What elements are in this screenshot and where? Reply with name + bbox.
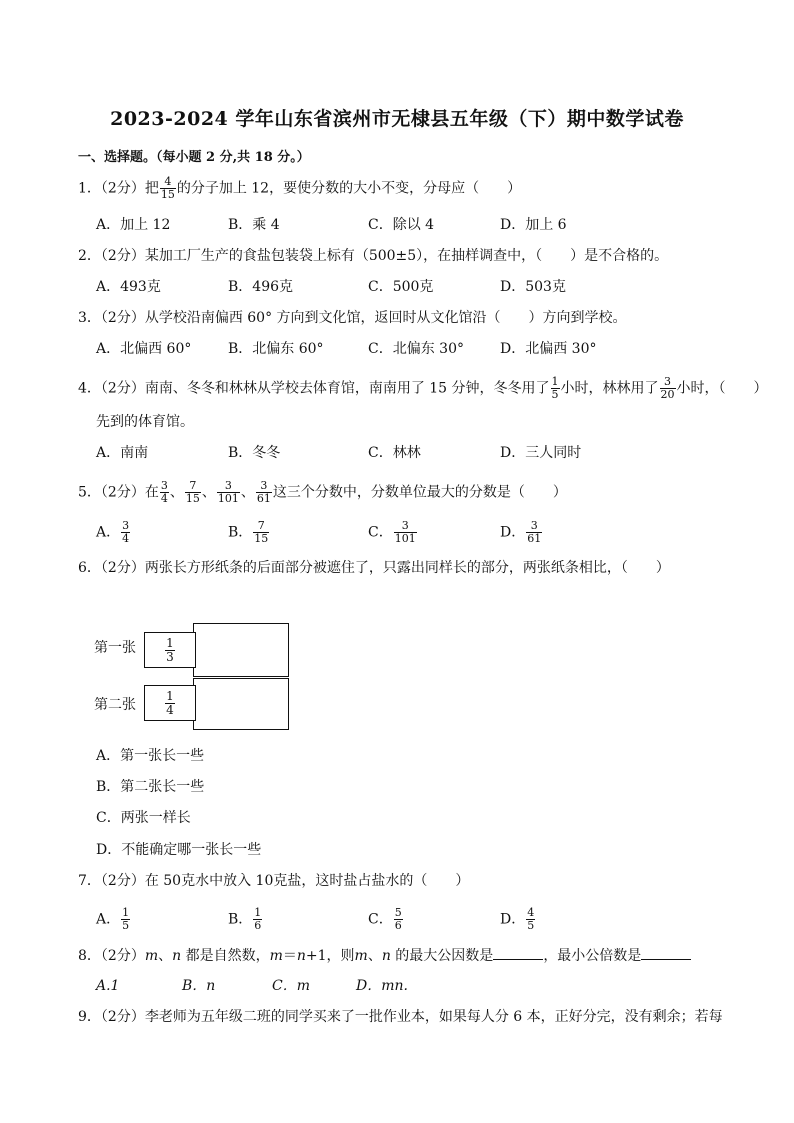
separator: 、: [240, 484, 255, 501]
separator: 、: [367, 948, 382, 964]
option-c[interactable]: C．m: [272, 978, 310, 994]
option-c[interactable]: C．除以 4: [368, 217, 435, 233]
option-a[interactable]: A．第一张长一些: [96, 748, 205, 764]
option-b[interactable]: B．乘 4: [228, 217, 280, 233]
question-number: 5．（2分）: [78, 484, 145, 501]
option-d[interactable]: D．三人同时: [500, 445, 582, 461]
question-number: 3．（2分）: [78, 310, 145, 326]
question-9: [78, 1007, 723, 1027]
variable-m: m: [269, 948, 283, 964]
option-a[interactable]: A．南南: [96, 445, 149, 461]
fraction: $\frac{3}{20}$: [660, 375, 675, 401]
question-8: [78, 945, 691, 966]
option-b[interactable]: B．496克: [228, 279, 294, 295]
fraction: $\frac{1}{4}$: [166, 688, 174, 717]
question-number: 4．（2分）: [78, 380, 145, 397]
question-text: 某加工厂生产的食盐包装袋上标有（500±5），在抽样调查中，（ ）是不合格的。: [144, 248, 669, 264]
question-text: 两张长方形纸条的后面部分被遮住了，只露出同样长的部分，两张纸条相比，（ ）: [144, 560, 670, 576]
option-b[interactable]: B．北偏东 60°: [228, 341, 324, 357]
question-text: 在 50克水中放入 10克盐，这时盐占盐水的（ ）: [144, 873, 470, 889]
option-d[interactable]: D． $\frac{3}{61}$: [500, 519, 542, 545]
option-a[interactable]: A． $\frac{1}{5}$: [96, 906, 130, 932]
strip-first-covered: [193, 623, 289, 677]
option-b[interactable]: B．冬冬: [228, 445, 281, 461]
question-number: 9．（2分）: [78, 1009, 145, 1025]
answer-blank[interactable]: [641, 945, 691, 960]
question-continuation: 先到的体育馆。: [96, 414, 194, 430]
variable-m: m: [354, 948, 368, 964]
option-b[interactable]: B． $\frac{7}{15}$: [228, 519, 269, 545]
strip-first-visible: [144, 632, 196, 668]
fraction: $\frac{3}{4}$: [160, 479, 168, 505]
option-a[interactable]: A．北偏西 60°: [96, 341, 192, 357]
option-d[interactable]: D．加上 6: [500, 217, 567, 233]
question-text: 从学校沿南偏西 60° 方向到文化馆，返回时从文化馆沿（ ）方向到学校。: [144, 310, 627, 326]
separator: 、: [158, 948, 173, 964]
option-a[interactable]: A．加上 12: [96, 217, 171, 233]
fraction: $\frac{7}{15}$: [185, 479, 200, 505]
option-b[interactable]: B． $\frac{1}{6}$: [228, 906, 262, 932]
question-text: 在: [144, 484, 159, 501]
option-d[interactable]: D．503克: [500, 279, 566, 295]
question-text: 这三个分数中，分数单位最大的分数是（ ）: [272, 484, 567, 501]
question-5: [78, 480, 567, 505]
question-3: [78, 308, 627, 328]
option-c[interactable]: C．两张一样长: [96, 810, 191, 826]
option-c[interactable]: C．500克: [368, 279, 434, 295]
question-6: [78, 558, 670, 578]
question-text: 把: [144, 180, 159, 197]
strip-label-first: 第一张: [94, 640, 136, 656]
strip-label-second: 第二张: [94, 697, 136, 713]
fraction: $\frac{3}{61}$: [256, 479, 271, 505]
variable-m: m: [144, 948, 159, 964]
variable-n: n: [172, 948, 182, 964]
question-4: [78, 376, 768, 401]
question-number: 6．（2分）: [78, 560, 145, 576]
question-number: 1．（2分）: [78, 180, 145, 197]
option-b[interactable]: B．第二张长一些: [96, 779, 205, 795]
section-heading: 一、选择题。（每小题 2 分,共 18 分。）: [78, 150, 310, 165]
strip-second-visible: [144, 685, 196, 721]
variable-n: n: [296, 948, 306, 964]
option-c[interactable]: C． $\frac{3}{101}$: [368, 519, 416, 545]
question-text: 小时，（ ）: [676, 380, 768, 397]
equals: ＝: [282, 948, 297, 964]
question-text: 都是自然数，: [181, 948, 270, 964]
question-text: 南南、冬冬和林林从学校去体育馆，南南用了 15 分钟，冬冬用了: [144, 380, 550, 397]
option-d[interactable]: D．mn.: [356, 978, 408, 994]
option-d[interactable]: D．北偏西 30°: [500, 341, 597, 357]
fraction: $\frac{1}{5}$: [551, 375, 559, 401]
option-d[interactable]: D． $\frac{4}{5}$: [500, 906, 535, 932]
option-a[interactable]: A．493克: [96, 279, 161, 295]
option-c[interactable]: C．林林: [368, 445, 421, 461]
answer-blank[interactable]: [493, 945, 543, 960]
fraction: $\frac{3}{101}$: [217, 479, 239, 505]
option-d[interactable]: D．不能确定哪一张长一些: [96, 842, 262, 858]
option-b[interactable]: B．n: [182, 978, 216, 994]
separator: 、: [201, 484, 216, 501]
question-number: 7．（2分）: [78, 873, 145, 889]
fraction: $\frac{4}{15}$: [160, 175, 175, 201]
strip-second-covered: [193, 678, 289, 730]
separator: 、: [169, 484, 184, 501]
option-c[interactable]: C．北偏东 30°: [368, 341, 464, 357]
question-1: [78, 176, 521, 201]
question-text: 李老师为五年级二班的同学买来了一批作业本，如果每人分 6 本，正好分完，没有剩余；若每: [144, 1009, 723, 1025]
option-a[interactable]: A． $\frac{3}{4}$: [96, 519, 130, 545]
question-number: 2．（2分）: [78, 248, 145, 264]
question-text: +1，则: [305, 948, 355, 964]
fraction: $\frac{1}{3}$: [166, 635, 174, 664]
question-text: 小时，林林用了: [560, 380, 659, 397]
option-c[interactable]: C． $\frac{5}{6}$: [368, 906, 402, 932]
question-text: 的分子加上 12，要使分数的大小不变，分母应（ ）: [176, 180, 522, 197]
question-number: 8．（2分）: [78, 948, 145, 964]
variable-n: n: [381, 948, 391, 964]
question-7: [78, 871, 469, 891]
question-text: ，最小公倍数是: [543, 948, 642, 964]
page-title: 2023-2024 学年山东省滨州市无棣县五年级（下）期中数学试卷: [110, 108, 684, 130]
option-a[interactable]: A.1: [96, 978, 120, 994]
question-2: [78, 246, 668, 266]
question-text: 的最大公因数是: [390, 948, 494, 964]
